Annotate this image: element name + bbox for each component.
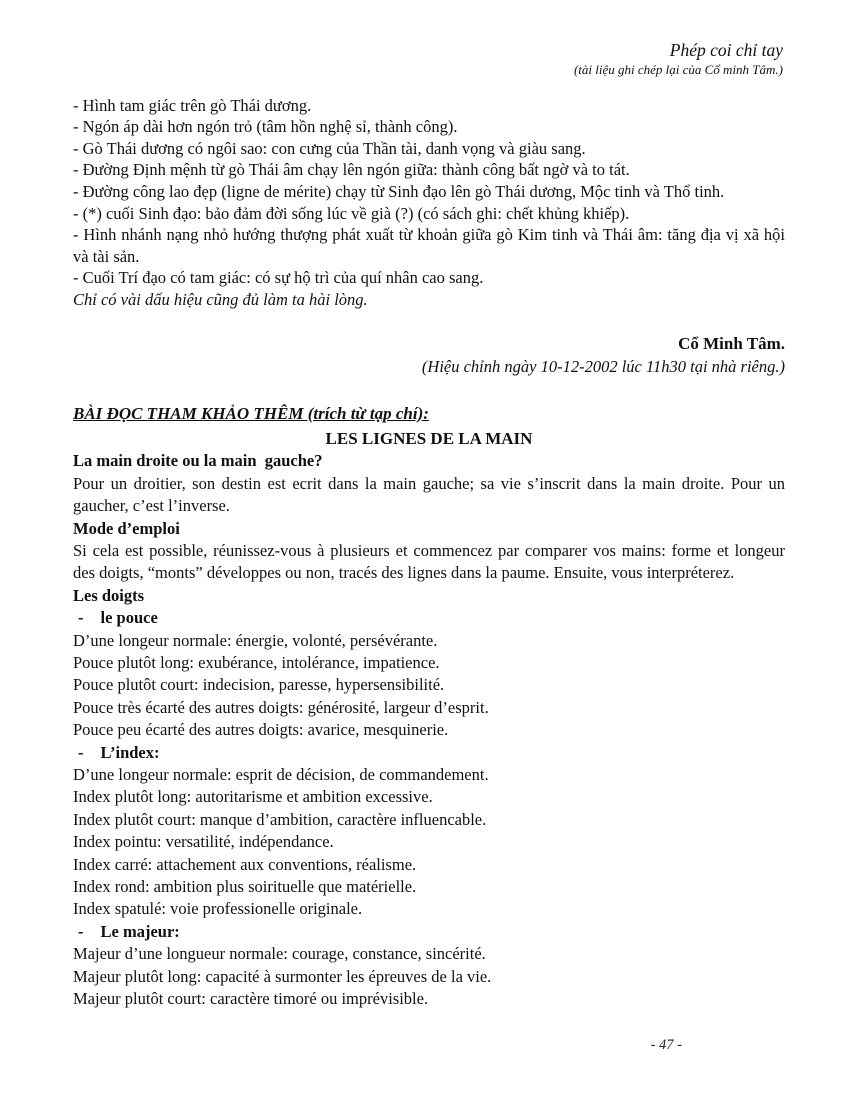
detail-line: Index spatulé: voie professionelle originale. xyxy=(73,899,363,919)
bullet-le-pouce xyxy=(73,607,785,629)
note-line: - Hình nhánh nạng nhỏ hướng thượng phát xuất từ khoản giữa gò Kim tinh và Thái âm: tăng địa vị xã hội và tài sản. xyxy=(73,225,785,266)
document-title: Phép coi chỉ tay xyxy=(669,40,783,60)
detail-line: Pouce plutôt court: indecision, paresse, hypersensibilité. xyxy=(73,675,445,695)
bullet-dash: - xyxy=(78,742,84,762)
paragraph-main-droite: Pour un droitier, son destin est ecrit dans la main gauche; sa vie s’inscrit dans la main droite. Pour un gaucher, c’est l’inverse. xyxy=(73,473,785,516)
bullet-label: Le majeur: xyxy=(100,921,180,941)
detail-line: Index plutôt long: autoritarisme et ambition excessive. xyxy=(73,787,433,807)
bullet-label: le pouce xyxy=(100,608,158,628)
bullet-l-index xyxy=(73,742,785,764)
detail-line: Pouce très écarté des autres doigts: générosité, largeur d’esprit. xyxy=(73,697,489,717)
note-closing-remark: Chỉ có vài dấu hiệu cũng đủ làm ta hài lòng. xyxy=(73,289,368,309)
detail-line: Majeur d’une longueur normale: courage, constance, sincérité. xyxy=(73,944,486,964)
detail-line: Index carré: attachement aux conventions, réalisme. xyxy=(73,854,417,874)
detail-line: Index rond: ambition plus soirituelle que matérielle. xyxy=(73,877,417,897)
bullet-dash: - xyxy=(78,921,84,941)
note-line: - Đường Định mệnh từ gò Thái âm chạy lên ngón giữa: thành công bất ngờ và to tát. xyxy=(73,160,630,180)
note-line: - Cuối Trí đạo có tam giác: có sự hộ trì của quí nhân cao sang. xyxy=(73,268,484,288)
signature-block xyxy=(73,332,785,378)
detail-line: Pouce plutôt long: exubérance, intolérance, impatience. xyxy=(73,653,440,672)
revision-note: (Hiệu chỉnh ngày 10-12-2002 lúc 11h30 tại nhà riêng.) xyxy=(421,356,785,376)
bullet-dash: - xyxy=(78,608,84,628)
detail-line: Index pointu: versatilité, indépendance. xyxy=(73,832,334,852)
note-line: - (*) cuối Sinh đạo: bảo đảm đời sống lúc về già (?) (có sách ghi: chết khủng khiếp). xyxy=(73,203,630,223)
author-name: Cổ Minh Tâm. xyxy=(678,333,785,353)
note-line: - Đường công lao đẹp (ligne de mérite) chạy từ Sinh đạo lên gò Thái dương, Mộc tinh và Thổ tinh. xyxy=(73,181,725,201)
page-header xyxy=(73,40,785,78)
reference-article xyxy=(73,403,785,1011)
bullet-label: L’index: xyxy=(100,742,160,762)
note-line: - Gò Thái dương có ngôi sao: con cưng của Thần tài, danh vọng và giàu sang. xyxy=(73,138,586,158)
note-line: - Ngón áp dài hơn ngón trỏ (tâm hồn nghệ sỉ, thành công). xyxy=(73,117,458,137)
detail-line: Pouce peu écarté des autres doigts: avarice, mesquinerie. xyxy=(73,720,449,740)
detail-line: Majeur plutôt court: caractère timoré ou imprévisible. xyxy=(73,989,429,1009)
page-number: - 47 - xyxy=(650,1037,682,1053)
subhead-mode-emploi: Mode d’emploi xyxy=(73,518,180,538)
bullet-le-majeur xyxy=(73,921,785,943)
subhead-main-droite: La main droite ou la main gauche? xyxy=(73,451,323,471)
paragraph-mode-emploi: Si cela est possible, réunissez-vous à plusieurs et commencez par comparer vos mains: forme et longeur des doigts, “monts” développes ou non, tracés des lignes dans la paume. Ensuite, vous interpréterez. xyxy=(73,540,785,583)
note-line: - Hình tam giác trên gò Thái dương. xyxy=(73,95,312,115)
detail-line: Majeur plutôt long: capacité à surmonter les épreuves de la vie. xyxy=(73,966,492,986)
palmistry-notes xyxy=(73,95,785,311)
document-subtitle: (tài liệu ghi chép lại của Cổ minh Tâm.) xyxy=(573,62,783,77)
detail-line: D’une longeur normale: énergie, volonté, persévérante. xyxy=(73,630,438,650)
detail-line: D’une longeur normale: esprit de décision, de commandement. xyxy=(73,765,489,785)
subhead-les-doigts: Les doigts xyxy=(73,585,145,605)
article-title: LES LIGNES DE LA MAIN xyxy=(325,428,533,448)
section-heading: BÀI ĐỌC THAM KHẢO THÊM (trích từ tạp chí): xyxy=(73,403,429,423)
detail-line: Index plutôt court: manque d’ambition, caractère influencable. xyxy=(73,809,487,829)
